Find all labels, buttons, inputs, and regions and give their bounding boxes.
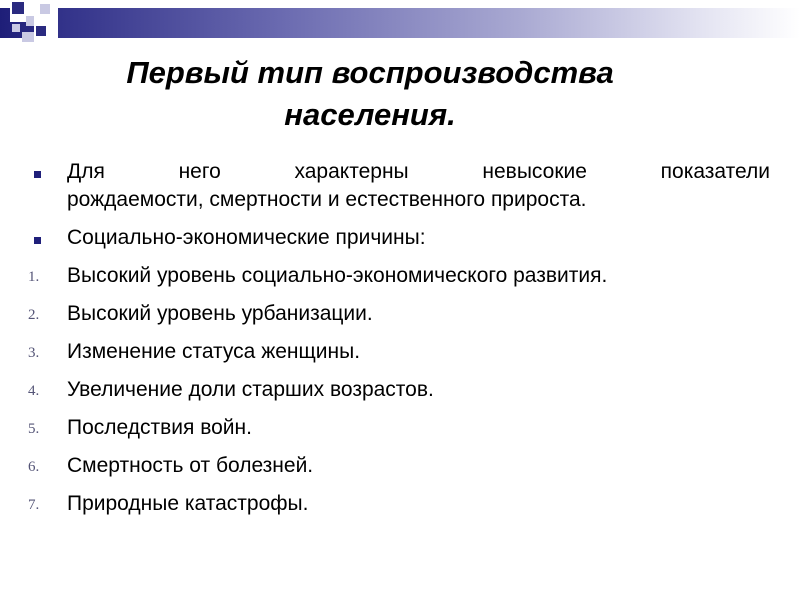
item-number: 1. xyxy=(28,269,40,285)
decor-square xyxy=(12,2,24,14)
slide-title xyxy=(60,52,680,136)
item-text: Смертность от болезней. xyxy=(67,454,314,477)
item-number: 2. xyxy=(28,307,40,323)
item-number: 6. xyxy=(28,459,40,475)
numbered-item xyxy=(0,338,800,366)
item-number: 3. xyxy=(28,345,40,361)
bullet-text: Социально-экономические причины: xyxy=(67,226,426,249)
bullet-text-line1: Для него характерны невысокие показатели xyxy=(67,160,770,183)
decor-square xyxy=(40,4,50,14)
item-text: Увеличение доли старших возрастов. xyxy=(67,378,434,401)
item-text: Последствия войн. xyxy=(67,416,252,439)
numbered-item xyxy=(0,452,800,480)
square-bullet-icon xyxy=(34,237,41,244)
numbered-item xyxy=(0,376,800,404)
bullet-item xyxy=(0,158,800,214)
square-bullet-icon xyxy=(34,171,41,178)
numbered-item xyxy=(0,490,800,518)
item-text: Изменение статуса женщины. xyxy=(67,340,361,363)
slide-content xyxy=(0,158,800,518)
decor-square xyxy=(12,24,20,32)
item-number: 4. xyxy=(28,383,40,399)
decor-square xyxy=(22,32,34,42)
item-text: Высокий уровень социально-экономического развития. xyxy=(67,264,608,287)
slide-title-line1: Первый тип воспроизводства xyxy=(126,55,614,90)
numbered-item xyxy=(0,300,800,328)
decor-square xyxy=(36,26,46,36)
slide-title-line2: населения. xyxy=(284,97,456,132)
item-text: Природные катастрофы. xyxy=(67,492,309,515)
numbered-item xyxy=(0,414,800,442)
item-number: 5. xyxy=(28,421,40,437)
item-text: Высокий уровень урбанизации. xyxy=(67,302,373,325)
numbered-item xyxy=(0,262,800,290)
header-gradient-bar xyxy=(0,8,800,38)
bullet-item xyxy=(0,224,800,252)
item-number: 7. xyxy=(28,497,40,513)
bullet-text-line2: рождаемости, смертности и естественного прироста. xyxy=(67,188,587,211)
